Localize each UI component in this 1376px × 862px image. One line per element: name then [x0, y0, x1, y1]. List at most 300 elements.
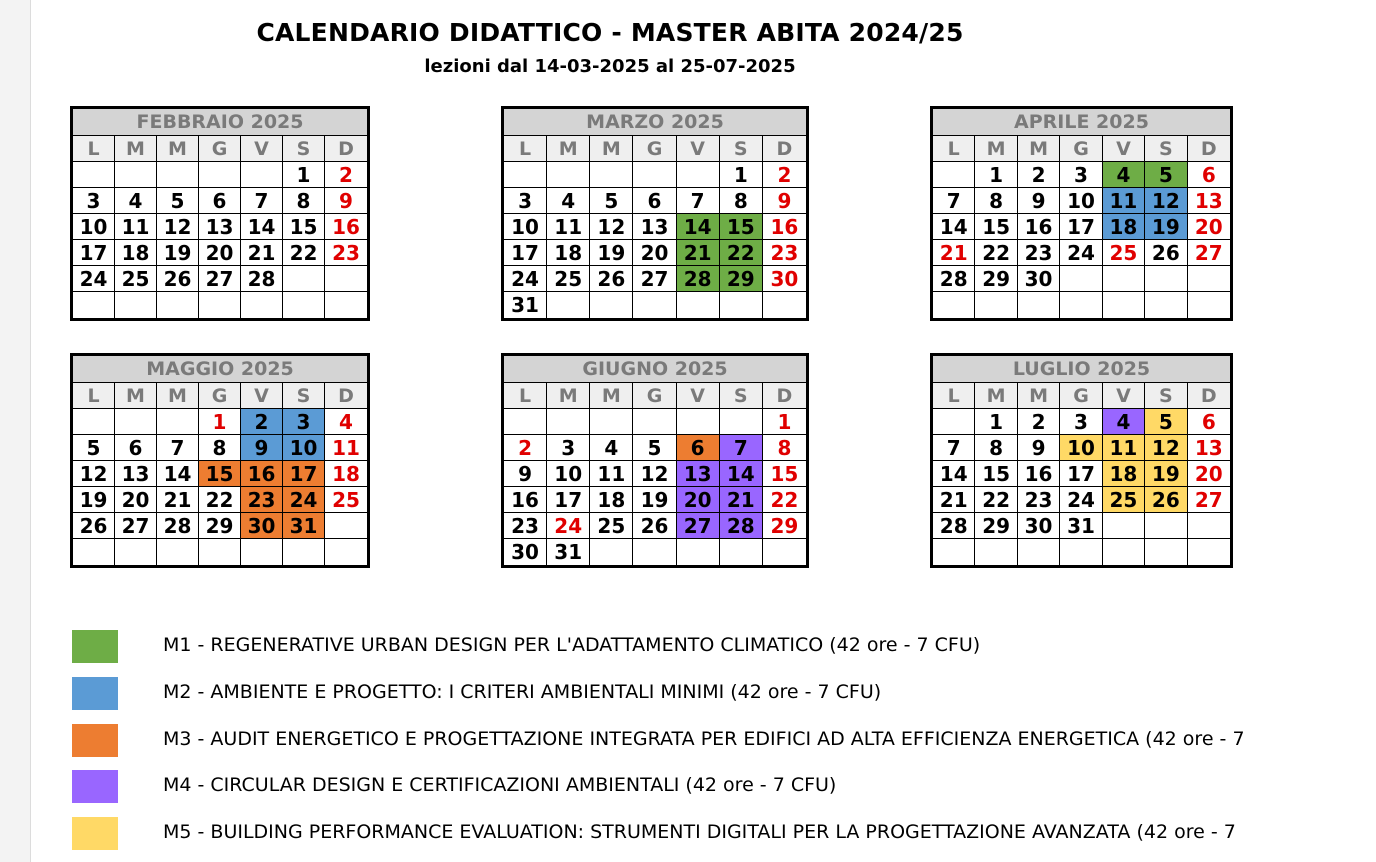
day-cell — [720, 539, 763, 565]
day-cell — [241, 162, 283, 188]
month-calendar — [930, 106, 1233, 321]
day-cell: 6 — [1188, 409, 1230, 435]
day-cell: 25 — [1103, 487, 1145, 513]
day-cell: 17 — [73, 240, 115, 266]
day-cell — [1060, 292, 1102, 318]
weekday-header: M — [1018, 136, 1060, 162]
month-calendar — [70, 106, 370, 321]
day-cell — [157, 409, 199, 435]
day-cell: 19 — [157, 240, 199, 266]
day-cell: 25 — [115, 266, 157, 292]
weekday-header: M — [157, 136, 199, 162]
day-cell: 18 — [547, 240, 590, 266]
day-cell — [325, 513, 367, 539]
weekday-header: M — [1018, 383, 1060, 409]
day-cell: 1 — [975, 409, 1017, 435]
day-cell: 22 — [283, 240, 325, 266]
weekday-header: S — [283, 383, 325, 409]
legend-label: M4 - CIRCULAR DESIGN E CERTIFICAZIONI AMBIENTALI (42 ore - 7 CFU) — [163, 774, 837, 796]
day-cell: 31 — [1060, 513, 1102, 539]
weekday-header: V — [677, 136, 720, 162]
legend-label: M1 - REGENERATIVE URBAN DESIGN PER L'ADATTAMENTO CLIMATICO (42 ore - 7 CFU) — [163, 634, 981, 656]
day-cell — [157, 162, 199, 188]
month-grid — [504, 382, 806, 565]
day-cell: 4 — [1103, 162, 1145, 188]
weekday-header: L — [933, 136, 975, 162]
day-cell: 22 — [975, 240, 1017, 266]
day-cell: 28 — [720, 513, 763, 539]
day-cell: 19 — [1145, 214, 1187, 240]
day-cell: 27 — [677, 513, 720, 539]
day-cell — [547, 409, 590, 435]
day-cell: 22 — [720, 240, 763, 266]
day-cell: 11 — [115, 214, 157, 240]
weekday-header: L — [504, 136, 547, 162]
day-cell: 14 — [720, 461, 763, 487]
day-cell: 20 — [115, 487, 157, 513]
day-cell: 30 — [763, 266, 806, 292]
day-cell: 29 — [199, 513, 241, 539]
weekday-header: L — [73, 383, 115, 409]
weekday-header: M — [115, 136, 157, 162]
day-cell: 26 — [590, 266, 633, 292]
weekday-header: M — [590, 383, 633, 409]
day-cell — [933, 409, 975, 435]
day-cell: 24 — [1060, 240, 1102, 266]
weekday-header: G — [633, 383, 676, 409]
day-cell: 15 — [975, 214, 1017, 240]
day-cell: 1 — [283, 162, 325, 188]
day-cell: 6 — [199, 188, 241, 214]
day-cell — [157, 292, 199, 318]
day-cell — [1103, 513, 1145, 539]
day-cell — [115, 409, 157, 435]
day-cell: 17 — [1060, 214, 1102, 240]
day-cell: 20 — [199, 240, 241, 266]
month-grid — [504, 135, 806, 318]
day-cell: 12 — [73, 461, 115, 487]
month-title: MAGGIO 2025 — [73, 356, 367, 382]
day-cell: 8 — [975, 188, 1017, 214]
day-cell: 1 — [975, 162, 1017, 188]
day-cell: 25 — [590, 513, 633, 539]
day-cell: 10 — [1060, 435, 1102, 461]
day-cell — [1145, 266, 1187, 292]
weekday-header: S — [720, 383, 763, 409]
day-cell — [325, 292, 367, 318]
day-cell — [73, 292, 115, 318]
day-cell: 8 — [975, 435, 1017, 461]
day-cell: 5 — [73, 435, 115, 461]
month-title: APRILE 2025 — [933, 109, 1230, 135]
weekday-header: S — [1145, 383, 1187, 409]
day-cell: 17 — [1060, 461, 1102, 487]
day-cell — [633, 292, 676, 318]
month-title: LUGLIO 2025 — [933, 356, 1230, 382]
weekday-header: G — [199, 136, 241, 162]
day-cell: 24 — [283, 487, 325, 513]
weekday-header: V — [1103, 383, 1145, 409]
day-cell: 4 — [325, 409, 367, 435]
day-cell: 8 — [763, 435, 806, 461]
day-cell: 3 — [1060, 162, 1102, 188]
day-cell: 21 — [933, 487, 975, 513]
day-cell: 14 — [933, 461, 975, 487]
day-cell — [547, 162, 590, 188]
day-cell — [1103, 539, 1145, 565]
month-calendar — [70, 353, 370, 568]
day-cell — [241, 292, 283, 318]
day-cell: 13 — [1188, 435, 1230, 461]
day-cell — [933, 539, 975, 565]
day-cell — [720, 409, 763, 435]
day-cell: 23 — [241, 487, 283, 513]
day-cell — [199, 539, 241, 565]
day-cell — [1018, 292, 1060, 318]
day-cell: 5 — [590, 188, 633, 214]
legend-swatch — [72, 770, 118, 803]
day-cell — [1103, 266, 1145, 292]
day-cell: 11 — [1103, 188, 1145, 214]
day-cell: 31 — [283, 513, 325, 539]
day-cell: 13 — [115, 461, 157, 487]
day-cell: 16 — [325, 214, 367, 240]
weekday-header: M — [157, 383, 199, 409]
day-cell: 11 — [547, 214, 590, 240]
weekday-header: G — [1060, 383, 1102, 409]
day-cell: 7 — [933, 188, 975, 214]
day-cell: 21 — [677, 240, 720, 266]
day-cell — [633, 409, 676, 435]
month-calendar — [501, 353, 809, 568]
day-cell: 9 — [325, 188, 367, 214]
day-cell: 29 — [763, 513, 806, 539]
day-cell: 15 — [283, 214, 325, 240]
weekday-header: V — [1103, 136, 1145, 162]
day-cell: 28 — [933, 513, 975, 539]
day-cell: 26 — [633, 513, 676, 539]
day-cell: 15 — [763, 461, 806, 487]
day-cell: 30 — [504, 539, 547, 565]
day-cell — [325, 266, 367, 292]
day-cell: 10 — [73, 214, 115, 240]
day-cell: 5 — [1145, 409, 1187, 435]
weekday-header: D — [763, 383, 806, 409]
day-cell — [677, 539, 720, 565]
day-cell — [73, 409, 115, 435]
day-cell: 31 — [547, 539, 590, 565]
day-cell: 25 — [325, 487, 367, 513]
month-calendar — [930, 353, 1233, 568]
weekday-header: L — [933, 383, 975, 409]
day-cell — [504, 162, 547, 188]
day-cell: 25 — [547, 266, 590, 292]
day-cell: 5 — [1145, 162, 1187, 188]
month-grid — [73, 382, 367, 565]
day-cell: 30 — [1018, 266, 1060, 292]
day-cell: 20 — [633, 240, 676, 266]
day-cell — [1145, 292, 1187, 318]
day-cell: 31 — [504, 292, 547, 318]
day-cell: 26 — [73, 513, 115, 539]
weekday-header: V — [241, 136, 283, 162]
day-cell: 15 — [720, 214, 763, 240]
day-cell: 26 — [157, 266, 199, 292]
day-cell — [115, 539, 157, 565]
legend-label: M2 - AMBIENTE E PROGETTO: I CRITERI AMBIENTALI MINIMI (42 ore - 7 CFU) — [163, 681, 882, 703]
day-cell — [677, 409, 720, 435]
day-cell: 2 — [504, 435, 547, 461]
day-cell: 12 — [590, 214, 633, 240]
legend-swatch — [72, 817, 118, 850]
day-cell: 18 — [1103, 214, 1145, 240]
day-cell — [720, 292, 763, 318]
day-cell: 16 — [1018, 214, 1060, 240]
day-cell: 3 — [504, 188, 547, 214]
day-cell — [199, 162, 241, 188]
weekday-header: D — [763, 136, 806, 162]
day-cell: 15 — [199, 461, 241, 487]
day-cell: 7 — [720, 435, 763, 461]
day-cell: 12 — [1145, 435, 1187, 461]
day-cell: 8 — [720, 188, 763, 214]
day-cell: 10 — [504, 214, 547, 240]
legend-swatch — [72, 630, 118, 663]
day-cell: 9 — [1018, 435, 1060, 461]
day-cell: 24 — [1060, 487, 1102, 513]
day-cell — [199, 292, 241, 318]
day-cell — [547, 292, 590, 318]
day-cell: 14 — [241, 214, 283, 240]
day-cell: 15 — [975, 461, 1017, 487]
day-cell: 4 — [590, 435, 633, 461]
day-cell: 17 — [283, 461, 325, 487]
day-cell: 3 — [547, 435, 590, 461]
day-cell — [1060, 266, 1102, 292]
day-cell: 17 — [504, 240, 547, 266]
day-cell: 28 — [677, 266, 720, 292]
weekday-header: V — [241, 383, 283, 409]
day-cell: 22 — [763, 487, 806, 513]
day-cell: 16 — [1018, 461, 1060, 487]
day-cell — [975, 539, 1017, 565]
month-grid — [933, 135, 1230, 318]
day-cell: 18 — [325, 461, 367, 487]
day-cell: 21 — [157, 487, 199, 513]
day-cell: 20 — [1188, 461, 1230, 487]
day-cell: 27 — [633, 266, 676, 292]
day-cell: 29 — [975, 513, 1017, 539]
day-cell: 16 — [763, 214, 806, 240]
legend-label: M5 - BUILDING PERFORMANCE EVALUATION: STRUMENTI DIGITALI PER LA PROGETTAZIONE AVANZATA (42 ore - 7 — [163, 821, 1236, 843]
day-cell: 13 — [1188, 188, 1230, 214]
day-cell: 6 — [1188, 162, 1230, 188]
day-cell: 24 — [73, 266, 115, 292]
day-cell: 12 — [157, 214, 199, 240]
day-cell: 25 — [1103, 240, 1145, 266]
day-cell: 7 — [933, 435, 975, 461]
day-cell: 21 — [241, 240, 283, 266]
day-cell — [633, 162, 676, 188]
day-cell: 3 — [1060, 409, 1102, 435]
day-cell: 6 — [633, 188, 676, 214]
day-cell — [1145, 513, 1187, 539]
day-cell — [115, 292, 157, 318]
day-cell — [763, 539, 806, 565]
day-cell: 4 — [115, 188, 157, 214]
weekday-header: M — [590, 136, 633, 162]
day-cell: 23 — [1018, 240, 1060, 266]
month-title: GIUGNO 2025 — [504, 356, 806, 382]
day-cell: 27 — [1188, 487, 1230, 513]
month-title: FEBBRAIO 2025 — [73, 109, 367, 135]
day-cell: 10 — [547, 461, 590, 487]
weekday-header: G — [199, 383, 241, 409]
day-cell: 20 — [1188, 214, 1230, 240]
day-cell — [115, 162, 157, 188]
weekday-header: M — [547, 136, 590, 162]
legend-swatch — [72, 724, 118, 757]
page-title: CALENDARIO DIDATTICO - MASTER ABITA 2024/25 — [256, 18, 964, 47]
month-calendar — [501, 106, 809, 321]
day-cell: 2 — [325, 162, 367, 188]
day-cell — [1188, 266, 1230, 292]
day-cell — [283, 266, 325, 292]
weekday-header: S — [283, 136, 325, 162]
day-cell — [1060, 539, 1102, 565]
weekday-header: G — [1060, 136, 1102, 162]
day-cell — [677, 292, 720, 318]
month-title: MARZO 2025 — [504, 109, 806, 135]
day-cell: 13 — [677, 461, 720, 487]
month-grid — [933, 382, 1230, 565]
weekday-header: S — [720, 136, 763, 162]
day-cell: 27 — [1188, 240, 1230, 266]
day-cell — [1188, 513, 1230, 539]
day-cell: 19 — [633, 487, 676, 513]
weekday-header: S — [1145, 136, 1187, 162]
weekday-header: D — [1188, 136, 1230, 162]
day-cell: 9 — [504, 461, 547, 487]
day-cell: 2 — [1018, 409, 1060, 435]
legend-swatch — [72, 677, 118, 710]
day-cell: 2 — [763, 162, 806, 188]
day-cell: 9 — [1018, 188, 1060, 214]
day-cell — [1188, 539, 1230, 565]
day-cell: 7 — [241, 188, 283, 214]
day-cell — [933, 162, 975, 188]
weekday-header: D — [325, 136, 367, 162]
day-cell: 5 — [157, 188, 199, 214]
day-cell — [283, 292, 325, 318]
day-cell: 28 — [241, 266, 283, 292]
day-cell — [1145, 539, 1187, 565]
day-cell — [933, 292, 975, 318]
day-cell: 26 — [1145, 487, 1187, 513]
day-cell — [157, 539, 199, 565]
day-cell: 21 — [933, 240, 975, 266]
day-cell: 23 — [325, 240, 367, 266]
weekday-header: M — [547, 383, 590, 409]
day-cell: 5 — [633, 435, 676, 461]
day-cell: 27 — [115, 513, 157, 539]
day-cell — [590, 539, 633, 565]
day-cell: 23 — [1018, 487, 1060, 513]
day-cell — [677, 162, 720, 188]
day-cell: 8 — [199, 435, 241, 461]
day-cell: 23 — [763, 240, 806, 266]
day-cell — [504, 409, 547, 435]
day-cell: 22 — [975, 487, 1017, 513]
day-cell: 7 — [677, 188, 720, 214]
day-cell: 28 — [933, 266, 975, 292]
day-cell — [763, 292, 806, 318]
day-cell: 9 — [763, 188, 806, 214]
day-cell — [73, 539, 115, 565]
weekday-header: D — [1188, 383, 1230, 409]
day-cell: 14 — [677, 214, 720, 240]
day-cell: 17 — [547, 487, 590, 513]
day-cell: 8 — [283, 188, 325, 214]
weekday-header: D — [325, 383, 367, 409]
day-cell: 26 — [1145, 240, 1187, 266]
day-cell: 23 — [504, 513, 547, 539]
weekday-header: L — [504, 383, 547, 409]
weekday-header: V — [677, 383, 720, 409]
day-cell: 24 — [547, 513, 590, 539]
day-cell — [241, 539, 283, 565]
day-cell — [633, 539, 676, 565]
day-cell — [590, 292, 633, 318]
day-cell — [1103, 292, 1145, 318]
weekday-header: M — [975, 383, 1017, 409]
day-cell — [590, 162, 633, 188]
day-cell: 24 — [504, 266, 547, 292]
day-cell — [73, 162, 115, 188]
day-cell: 29 — [720, 266, 763, 292]
day-cell: 19 — [1145, 461, 1187, 487]
day-cell — [590, 409, 633, 435]
day-cell: 11 — [325, 435, 367, 461]
day-cell: 13 — [199, 214, 241, 240]
day-cell: 21 — [720, 487, 763, 513]
legend-label: M3 - AUDIT ENERGETICO E PROGETTAZIONE INTEGRATA PER EDIFICI AD ALTA EFFICIENZA ENERGETICA (42 ore - 7 — [163, 728, 1245, 750]
day-cell: 30 — [1018, 513, 1060, 539]
day-cell: 18 — [590, 487, 633, 513]
day-cell: 2 — [241, 409, 283, 435]
day-cell: 30 — [241, 513, 283, 539]
day-cell: 2 — [1018, 162, 1060, 188]
day-cell: 18 — [115, 240, 157, 266]
day-cell: 13 — [633, 214, 676, 240]
day-cell: 4 — [547, 188, 590, 214]
weekday-header: M — [115, 383, 157, 409]
day-cell: 6 — [677, 435, 720, 461]
sheet-left-margin — [0, 0, 31, 862]
day-cell: 28 — [157, 513, 199, 539]
day-cell: 4 — [1103, 409, 1145, 435]
day-cell: 19 — [590, 240, 633, 266]
day-cell: 16 — [504, 487, 547, 513]
page-subtitle: lezioni dal 14-03-2025 al 25-07-2025 — [424, 56, 796, 77]
day-cell: 18 — [1103, 461, 1145, 487]
day-cell: 10 — [283, 435, 325, 461]
day-cell: 3 — [73, 188, 115, 214]
day-cell: 20 — [677, 487, 720, 513]
day-cell: 12 — [1145, 188, 1187, 214]
day-cell: 3 — [283, 409, 325, 435]
day-cell: 6 — [115, 435, 157, 461]
